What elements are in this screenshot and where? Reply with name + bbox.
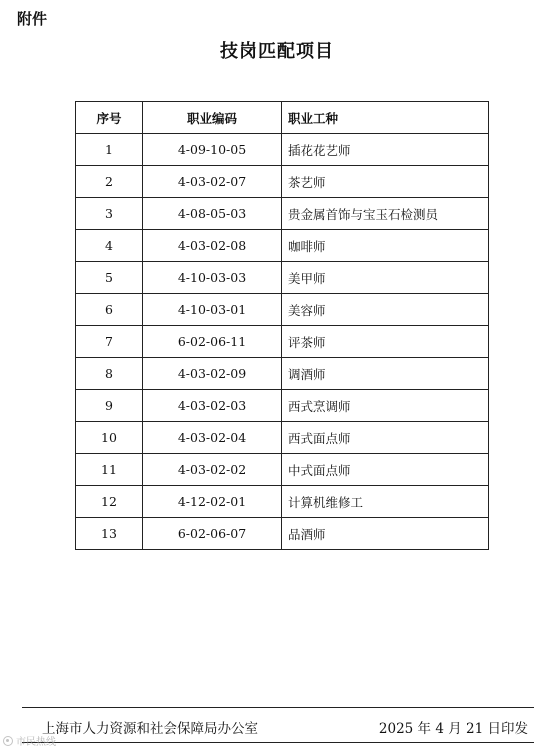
cell-seq: 12 — [76, 486, 143, 518]
cell-seq: 4 — [76, 230, 143, 262]
cell-occupation-code: 4-12-02-01 — [143, 486, 282, 518]
cell-occupation-name: 咖啡师 — [282, 230, 489, 262]
cell-occupation-name: 评茶师 — [282, 326, 489, 358]
table-row — [76, 294, 489, 326]
cell-occupation-code: 6-02-06-11 — [143, 326, 282, 358]
table-row — [76, 230, 489, 262]
issue-date: 2025 年 4 月 21 日印发 — [378, 721, 528, 737]
cell-seq: 2 — [76, 166, 143, 198]
cell-occupation-code: 4-03-02-09 — [143, 358, 282, 390]
cell-occupation-code: 4-10-03-01 — [143, 294, 282, 326]
table-row — [76, 422, 489, 454]
cell-occupation-name: 计算机维修工 — [282, 486, 489, 518]
cell-occupation-name: 茶艺师 — [282, 166, 489, 198]
job-match-table — [75, 101, 489, 550]
cell-occupation-name: 中式面点师 — [282, 454, 489, 486]
table-row — [76, 166, 489, 198]
table-row — [76, 262, 489, 294]
cell-occupation-code: 4-03-02-08 — [143, 230, 282, 262]
cell-occupation-code: 4-03-02-04 — [143, 422, 282, 454]
table-row — [76, 486, 489, 518]
column-header-name: 职业工种 — [282, 102, 489, 134]
cell-seq: 5 — [76, 262, 143, 294]
table-row — [76, 454, 489, 486]
cell-occupation-code: 4-10-03-03 — [143, 262, 282, 294]
cell-occupation-code: 4-03-02-03 — [143, 390, 282, 422]
watermark-text: 市民热线 — [16, 737, 56, 748]
column-header-code: 职业编码 — [143, 102, 282, 134]
footer-divider-bottom — [22, 742, 534, 743]
cell-occupation-code: 4-03-02-02 — [143, 454, 282, 486]
cell-seq: 1 — [76, 134, 143, 166]
table-row — [76, 134, 489, 166]
cell-occupation-code: 4-08-05-03 — [143, 198, 282, 230]
cell-occupation-name: 西式面点师 — [282, 422, 489, 454]
cell-seq: 10 — [76, 422, 143, 454]
cell-occupation-name: 西式烹调师 — [282, 390, 489, 422]
table-row — [76, 518, 489, 550]
table-row — [76, 198, 489, 230]
column-header-seq: 序号 — [76, 102, 143, 134]
cell-seq: 11 — [76, 454, 143, 486]
page-title: 技岗匹配项目 — [220, 41, 334, 62]
table-row — [76, 358, 489, 390]
cell-occupation-name: 美容师 — [282, 294, 489, 326]
footer-divider-top — [22, 707, 534, 708]
cell-occupation-name: 美甲师 — [282, 262, 489, 294]
cell-occupation-code: 4-09-10-05 — [143, 134, 282, 166]
table-header-row — [76, 102, 489, 134]
table-row — [76, 326, 489, 358]
table-row — [76, 390, 489, 422]
cell-occupation-name: 贵金属首饰与宝玉石检测员 — [282, 198, 489, 230]
table-body — [76, 134, 489, 550]
cell-occupation-name: 品酒师 — [282, 518, 489, 550]
cell-occupation-code: 4-03-02-07 — [143, 166, 282, 198]
cell-occupation-name: 调酒师 — [282, 358, 489, 390]
cell-seq: 7 — [76, 326, 143, 358]
cell-seq: 8 — [76, 358, 143, 390]
watermark — [3, 733, 56, 748]
watermark-logo-icon — [3, 736, 13, 746]
attachment-label: 附件 — [17, 10, 48, 28]
cell-occupation-name: 插花花艺师 — [282, 134, 489, 166]
issuing-organization: 上海市人力资源和社会保障局办公室 — [42, 721, 258, 737]
cell-seq: 13 — [76, 518, 143, 550]
cell-occupation-code: 6-02-06-07 — [143, 518, 282, 550]
cell-seq: 9 — [76, 390, 143, 422]
cell-seq: 6 — [76, 294, 143, 326]
cell-seq: 3 — [76, 198, 143, 230]
